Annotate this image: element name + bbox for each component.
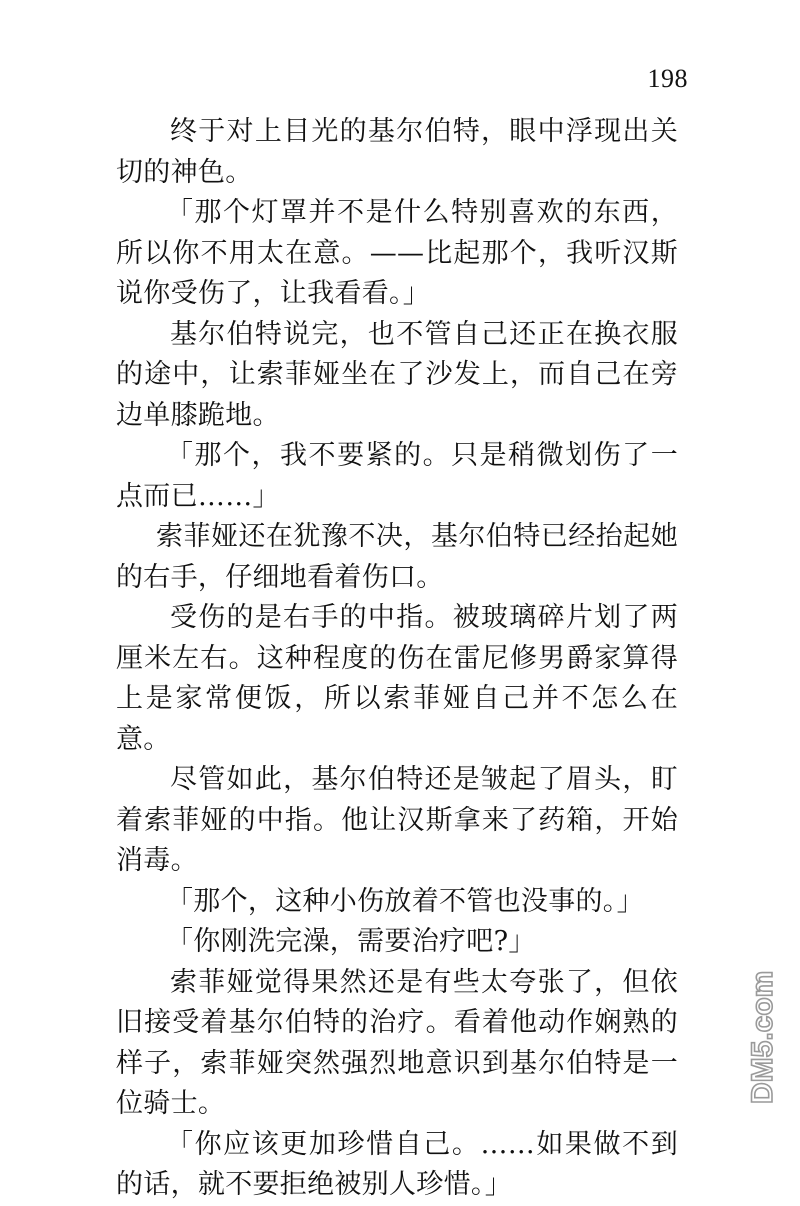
paragraph: 终于对上目光的基尔伯特，眼中浮现出关切的神色。: [116, 116, 678, 188]
paragraph: 「你应该更加珍惜自己。……如果做不到的话，就不要拒绝被别人珍惜。」: [116, 1128, 678, 1200]
paragraph: 「那个，这种小伤放着不管也没事的。」: [166, 885, 644, 917]
paragraph: 基尔伯特说完，也不管自己还正在换衣服的途中，让索菲娅坐在了沙发上，而自己在旁边单膝跪地。: [116, 318, 678, 431]
watermark-text: DM5.com: [746, 970, 779, 1104]
paragraph: 「那个，我不要紧的。只是稍微划伤了一点而已……」: [116, 440, 678, 512]
paragraph: 「那个灯罩并不是什么特别喜欢的东西，所以你不用太在意。——比起那个，我听汉斯说你受伤了，让我看看。」: [116, 197, 678, 309]
watermark: [730, 958, 790, 1108]
paragraph: 索菲娅觉得果然还是有些太夸张了，但依旧接受着基尔伯特的治疗。看着他动作娴熟的样子，索菲娅突然强烈地意识到基尔伯特是一位骑士。: [116, 966, 678, 1119]
dm5-logo-icon: [730, 958, 790, 1108]
paragraph: 受伤的是右手的中指。被玻璃碎片划了两厘米左右。这种程度的伤在雷尼修男爵家算得上是家常便饭，所以索菲娅自己并不怎么在意。: [116, 602, 678, 755]
paragraph: 尽管如此，基尔伯特还是皱起了眉头，盯着索菲娅的中指。他让汉斯拿来了药箱，开始消毒。: [116, 764, 678, 876]
paragraph: 索菲娅还在犹豫不决，基尔伯特已经抬起她的右手，仔细地看着伤口。: [116, 521, 678, 593]
paragraph: 「你刚洗完澡，需要治疗吧?」: [166, 926, 536, 957]
page-number: 198: [647, 64, 688, 93]
text-block: [116, 112, 678, 1206]
